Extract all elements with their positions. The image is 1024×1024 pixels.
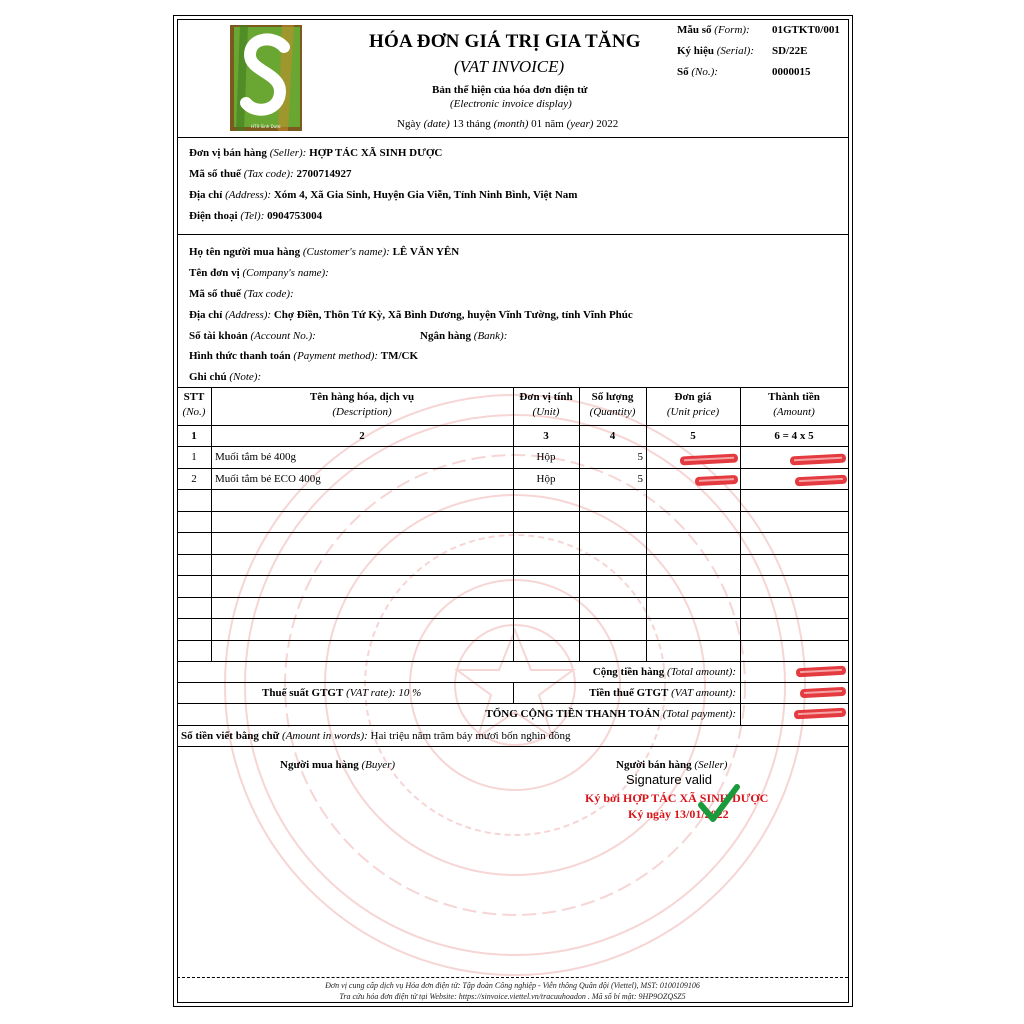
row-2-unit: Hộp xyxy=(536,473,556,485)
buyer-signature-label: Người mua hàng (Buyer) xyxy=(280,759,396,771)
table-body-bottom-line xyxy=(177,661,848,662)
seller-tel-row: Điện thoại (Tel): 0904753004 xyxy=(189,210,323,222)
vat-rate-label: Thuế suất GTGT (VAT rate): 10 % xyxy=(262,687,422,699)
seller-address-row: Địa chỉ (Address): Xóm 4, Xã Gia Sinh, Huyện Gia Viễn, Tỉnh Ninh Bình, Việt Nam xyxy=(189,189,578,201)
invoice-subtitle: (VAT INVOICE) xyxy=(454,57,565,76)
seller-signature-label: Người bán hàng (Seller) xyxy=(616,759,728,771)
footer-lookup: Tra cứu hóa đơn điện tử tại Website: https://sinvoice.viettel.vn/tracuuhoadon . Mã số bí mật: 9HP9OZQSZ5 xyxy=(339,992,686,1001)
index-cell: 6 = 4 x 5 xyxy=(774,430,814,442)
header-no: STT (No.) xyxy=(182,391,206,418)
serial-label: Ký hiệu (Serial): xyxy=(677,45,754,57)
display-label-en: (Electronic invoice display) xyxy=(450,98,572,110)
buyer-tax-row: Mã số thuế (Tax code): xyxy=(189,288,294,300)
index-cell: 3 xyxy=(543,430,549,442)
totals-line xyxy=(177,703,848,704)
invoice-title: HÓA ĐƠN GIÁ TRỊ GIA TĂNG xyxy=(369,31,641,52)
buyer-address-row: Địa chỉ (Address): Chợ Điền, Thôn Tứ Kỳ, Xã Bình Dương, huyện Vĩnh Tường, tỉnh Vĩnh Phúc xyxy=(189,309,633,321)
col-divider xyxy=(211,387,212,661)
seller-tax-row: Mã số thuế (Tax code): 2700714927 xyxy=(189,168,352,180)
buyer-company-row: Tên đơn vị (Company's name): xyxy=(189,267,329,279)
svg-text:HTX Sinh Dược: HTX Sinh Dược xyxy=(251,124,281,129)
amount-in-words-row: Số tiền viết bằng chữ (Amount in words): Hai triệu năm trăm bảy mươi bốn nghìn đồng xyxy=(181,730,571,742)
row-1-unit: Hộp xyxy=(536,451,556,463)
signature-signed-by: Ký bởi HỢP TÁC XÃ SINH DƯỢC xyxy=(585,791,769,805)
company-logo xyxy=(230,25,302,131)
vat-amount-label: Tiền thuế GTGT (VAT amount): xyxy=(589,687,736,699)
seller-name-row: Đơn vị bán hàng (Seller): HỢP TÁC XÃ SINH DƯỢC xyxy=(189,147,443,159)
display-label: Bản thể hiện của hóa đơn điện tử xyxy=(432,84,588,96)
row-2-no: 2 xyxy=(191,473,197,485)
signature-signed-date: Ký ngày 13/01/2022 xyxy=(628,807,729,821)
header-description: Tên hàng hóa, dịch vụ (Description) xyxy=(309,391,415,418)
col-divider xyxy=(646,387,647,661)
total-payment-label: TỔNG CỘNG TIỀN THANH TOÁN (Total payment): xyxy=(485,708,736,720)
buyer-name-row: Họ tên người mua hàng (Customer's name): LÊ VĂN YÊN xyxy=(189,246,460,258)
footer-divider xyxy=(177,977,848,978)
header-unit-price: Đơn giá (Unit price) xyxy=(666,391,720,418)
buyer-bank-row: Ngân hàng (Bank): xyxy=(420,330,508,342)
divider-seller xyxy=(177,234,848,235)
buyer-note-row: Ghi chú (Note): xyxy=(189,371,262,383)
buyer-account-row: Số tài khoản (Account No.): xyxy=(189,330,316,342)
row-1-quantity: 5 xyxy=(637,451,643,463)
vat-divider xyxy=(513,682,514,703)
divider-header xyxy=(177,137,848,138)
number-value: 0000015 xyxy=(772,66,811,78)
form-label: Mẫu số (Form): xyxy=(677,24,750,36)
total-amount-label: Cộng tiền hàng (Total amount): xyxy=(592,666,736,678)
index-cell: 5 xyxy=(690,430,696,442)
header-amount: Thành tiền (Amount) xyxy=(768,391,820,418)
header-unit: Đơn vị tính (Unit) xyxy=(519,391,573,418)
index-cell: 4 xyxy=(609,430,616,442)
buyer-payment-row: Hình thức thanh toán (Payment method): TM/CK xyxy=(189,350,419,362)
row-1-description: Muối tắm bé 400g xyxy=(215,451,296,463)
check-icon xyxy=(697,783,741,825)
form-value: 01GTKT0/001 xyxy=(772,24,840,36)
index-cell: 2 xyxy=(359,430,365,442)
row-2-description: Muối tắm bé ECO 400g xyxy=(215,473,321,485)
totals-line xyxy=(177,725,848,726)
signature-status: Signature valid xyxy=(626,772,712,787)
header-quantity: Số lượng (Quantity) xyxy=(589,391,636,418)
col-divider xyxy=(579,387,580,661)
col-divider xyxy=(513,387,514,661)
number-label: Số (No.): xyxy=(677,66,718,78)
index-cell: 1 xyxy=(191,430,197,442)
footer-provider: Đơn vị cung cấp dịch vụ Hóa đơn điện tử: Tập đoàn Công nghiệp - Viễn thông Quân đội (Viettel), MST: 0100109106 xyxy=(325,981,700,990)
serial-value: SD/22E xyxy=(772,45,808,57)
row-2-quantity: 5 xyxy=(637,473,643,485)
words-line xyxy=(177,746,848,747)
row-1-no: 1 xyxy=(191,451,197,463)
invoice-date: Ngày (date) 13 tháng (month) 01 năm (year) 2022 xyxy=(397,118,619,130)
